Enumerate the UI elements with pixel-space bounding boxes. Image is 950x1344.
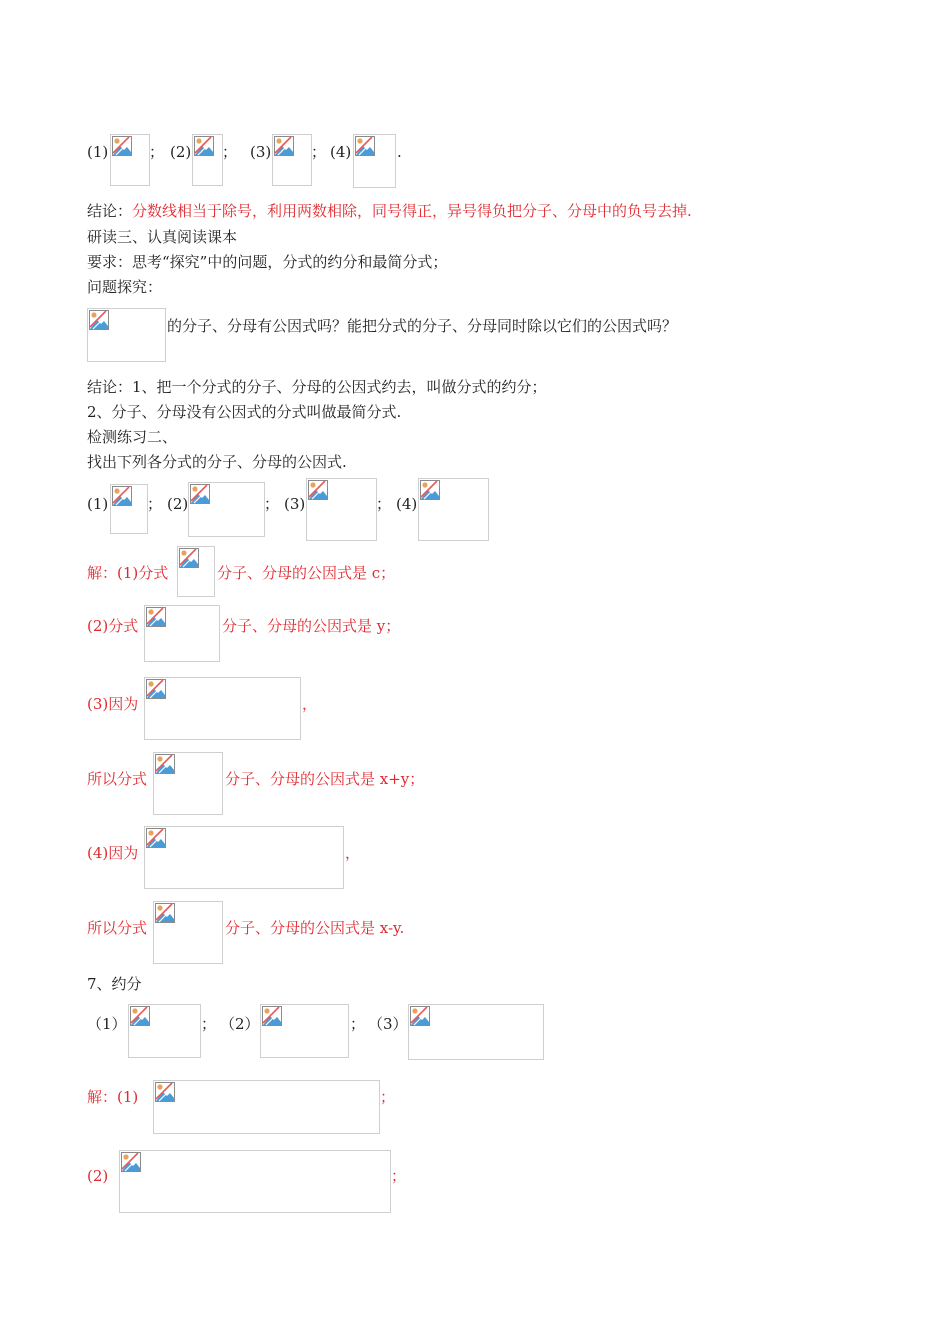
formula-image <box>144 677 301 740</box>
broken-image-icon <box>146 607 166 627</box>
formula-image <box>110 484 148 534</box>
solution-4-prefix: (4)因为 <box>87 844 139 862</box>
label-2: (2) <box>170 143 192 161</box>
conclusion-1 <box>87 201 692 221</box>
label-1: (1) <box>87 143 109 161</box>
broken-image-icon <box>112 486 132 506</box>
label-4: (4) <box>396 495 418 513</box>
formula-image <box>153 901 223 964</box>
solution-3-prefix: (3)因为 <box>87 695 139 713</box>
practice-heading: 检测练习二、 <box>87 428 178 446</box>
separator: ； <box>350 1015 366 1033</box>
solution-1-text: 分子、分母的公因式是 c； <box>217 564 396 582</box>
broken-image-icon <box>179 548 199 568</box>
formula-image <box>192 134 223 186</box>
broken-image-icon <box>155 1082 175 1102</box>
requirement-text: 要求：思考“探究”中的问题，分式的约分和最简分式； <box>87 253 448 271</box>
label-2: (2) <box>167 495 189 513</box>
broken-image-icon <box>274 136 294 156</box>
solution-7-2-prefix: (2) <box>87 1167 109 1185</box>
broken-image-icon <box>121 1152 141 1172</box>
broken-image-icon <box>262 1006 282 1026</box>
broken-image-icon <box>308 480 328 500</box>
separator: ； <box>376 495 392 513</box>
solution-1-prefix: 解：(1)分式 <box>87 564 169 582</box>
solution-2-prefix: (2)分式 <box>87 617 139 635</box>
conclusion-2: 结论：1、把一个分式的分子、分母的公因式约去，叫做分式的约分； <box>87 378 547 396</box>
separator: ； <box>149 143 165 161</box>
solution-3b-text: 分子、分母的公因式是 x+y； <box>225 770 425 788</box>
formula-image <box>110 134 150 186</box>
formula-image <box>153 752 223 815</box>
section-heading: 研读三、认真阅读课本 <box>87 228 238 246</box>
formula-image <box>144 605 220 662</box>
broken-image-icon <box>112 136 132 156</box>
broken-image-icon <box>410 1006 430 1026</box>
conclusion-prefix: 结论： <box>87 202 133 220</box>
broken-image-icon <box>130 1006 150 1026</box>
separator: ； <box>222 143 238 161</box>
solution-4-comma: ， <box>345 844 361 862</box>
practice-task: 找出下列各分式的分子、分母的公因式. <box>87 453 347 471</box>
label-4: (4) <box>330 143 352 161</box>
formula-image <box>260 1004 349 1058</box>
broken-image-icon <box>194 136 214 156</box>
solution-2-text: 分子、分母的公因式是 y； <box>222 617 401 635</box>
label-1: (1) <box>87 495 109 513</box>
formula-image <box>418 478 489 541</box>
conclusion-3: 2、分子、分母没有公因式的分式叫做最简分式. <box>87 403 402 421</box>
period: . <box>397 143 402 161</box>
label-3: (3) <box>250 143 272 161</box>
item-7-heading: 7、约分 <box>87 975 142 993</box>
solution-7-1-end: ； <box>380 1088 396 1106</box>
label-1: （1） <box>87 1015 127 1033</box>
solution-3b-prefix: 所以分式 <box>87 770 148 788</box>
broken-image-icon <box>190 484 210 504</box>
separator: ； <box>147 495 163 513</box>
formula-image <box>306 478 377 541</box>
formula-image <box>177 546 215 597</box>
broken-image-icon <box>89 310 109 330</box>
separator: ； <box>311 143 327 161</box>
problem-label: 问题探究： <box>87 278 163 296</box>
broken-image-icon <box>146 828 166 848</box>
solution-3-comma: ， <box>302 695 318 713</box>
formula-image <box>408 1004 544 1060</box>
solution-7-1-prefix: 解：(1) <box>87 1088 139 1106</box>
label-3: （3） <box>368 1015 408 1033</box>
solution-7-2-end: ； <box>391 1167 407 1185</box>
broken-image-icon <box>420 480 440 500</box>
formula-image <box>353 134 396 188</box>
broken-image-icon <box>155 903 175 923</box>
label-3: (3) <box>284 495 306 513</box>
formula-image <box>144 826 344 889</box>
formula-image <box>119 1150 391 1213</box>
formula-image <box>87 308 166 362</box>
separator: ； <box>264 495 280 513</box>
formula-image <box>128 1004 201 1058</box>
formula-image <box>188 482 265 537</box>
solution-4b-text: 分子、分母的公因式是 x-y. <box>225 919 405 937</box>
broken-image-icon <box>155 754 175 774</box>
solution-4b-prefix: 所以分式 <box>87 919 148 937</box>
question-text: 的分子、分母有公因式吗？能把分式的分子、分母同时除以它们的公因式吗？ <box>167 317 678 335</box>
formula-image <box>272 134 312 186</box>
separator: ； <box>201 1015 217 1033</box>
broken-image-icon <box>355 136 375 156</box>
formula-image <box>153 1080 380 1134</box>
broken-image-icon <box>146 679 166 699</box>
conclusion-text: 分数线相当于除号，利用两数相除，同号得正，异号得负把分子、分母中的负号去掉. <box>132 202 692 220</box>
label-2: （2） <box>220 1015 260 1033</box>
